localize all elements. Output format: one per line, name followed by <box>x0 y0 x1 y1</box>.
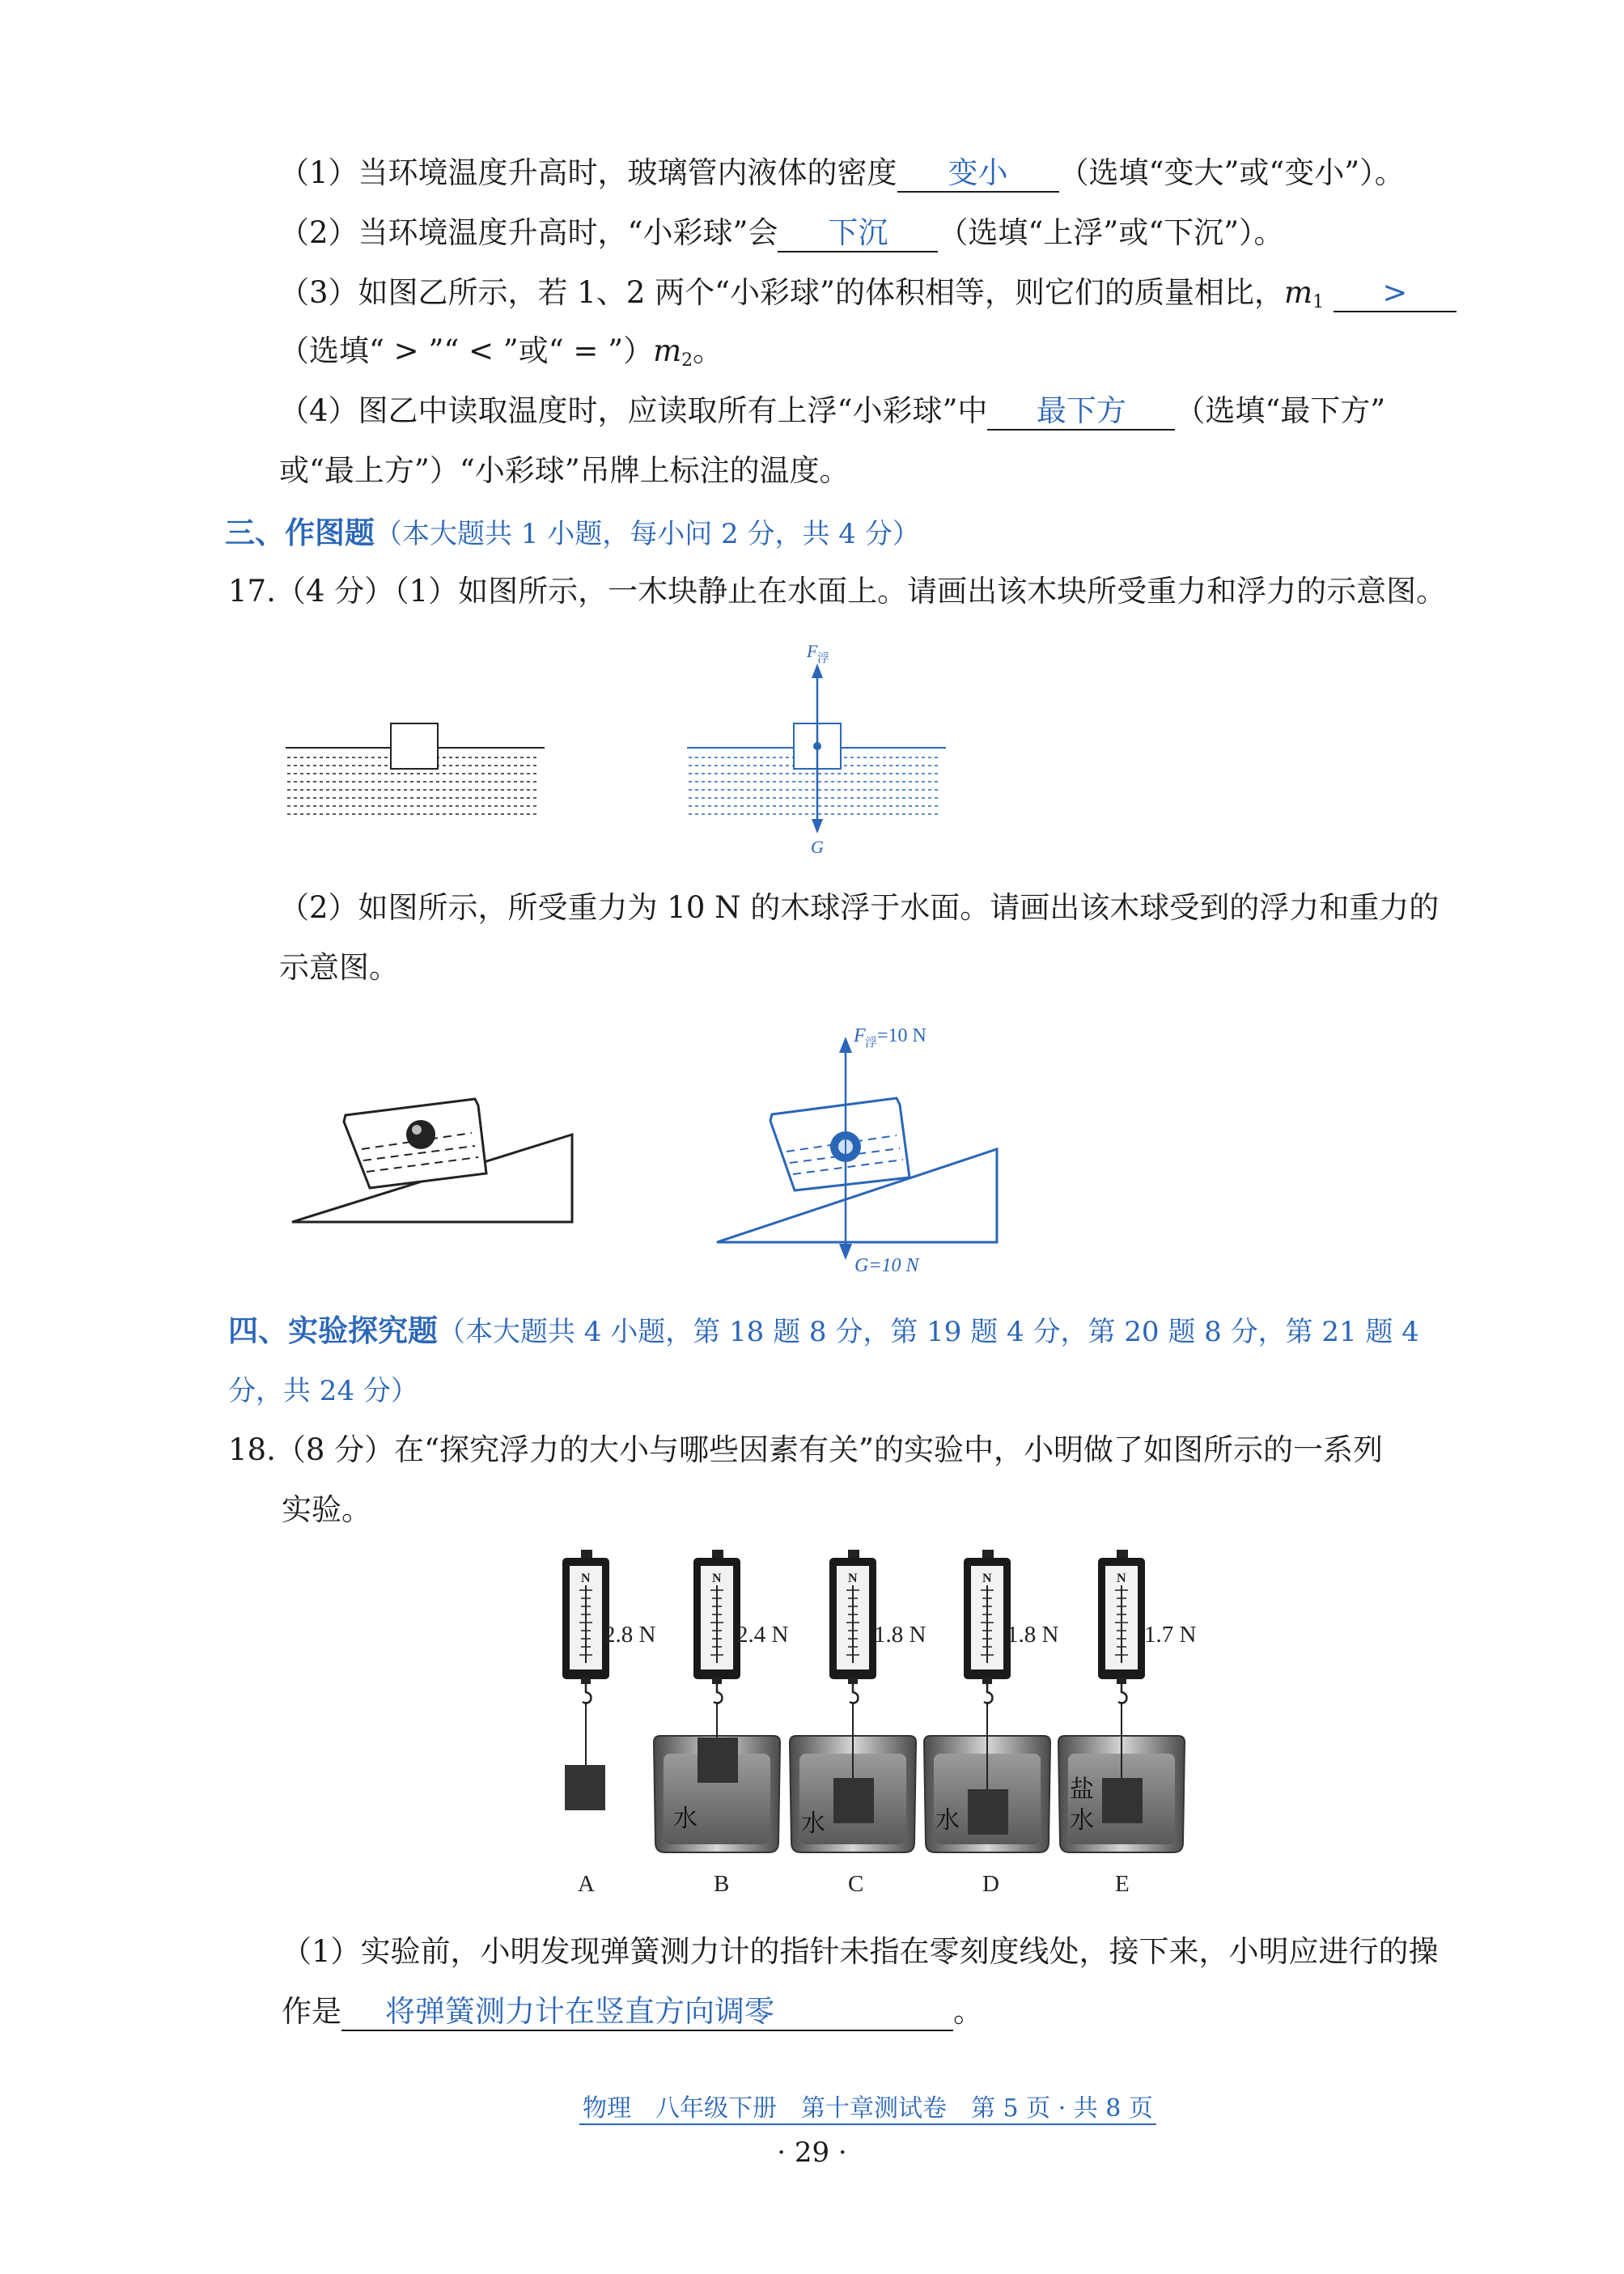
ball-in-cup-on-incline-figure <box>287 1068 579 1230</box>
scale-c <box>790 1550 926 1852</box>
label-a: A <box>578 1871 595 1897</box>
reading-c: 1.8 N <box>874 1622 926 1648</box>
q16-part4-cont: 或“最上方”）“小彩球”吊牌上标注的温度。 <box>279 453 850 488</box>
label-b: B <box>714 1871 730 1897</box>
q17-part1: 17.（4 分）（1）如图所示，一木块静止在水面上。请画出该木块所受重力和浮力的示意图。 <box>228 574 1447 609</box>
buoyancy-10n-label: F <box>854 1025 866 1046</box>
svg-text:N: N <box>581 1572 591 1585</box>
svg-text:N: N <box>712 1572 722 1585</box>
q16-part3-cont: （选填“ > ”“ < ”或“ = $”)m_2$。 <box>279 333 723 371</box>
q18-subq1-cont: 作是 将弹簧测力计在竖直方向调零 。 <box>282 1989 983 2034</box>
label-c: C <box>848 1871 864 1897</box>
svg-text:浮: 浮 <box>817 652 830 665</box>
page-footer: 物理 八年级下册 第十章测试卷 第 5 页 · 共 8 页 <box>579 2088 1156 2125</box>
reading-a: 2.8 N <box>604 1622 656 1648</box>
q18-part1-cont: 实验。 <box>282 1492 371 1527</box>
buoyancy-label: F <box>807 641 818 661</box>
svg-text:盐: 盐 <box>1070 1776 1094 1803</box>
reading-b: 2.4 N <box>736 1622 789 1648</box>
scale-e <box>1058 1550 1197 1852</box>
floating-block-figure <box>279 712 554 834</box>
section4-heading-cont: 分，共 24 分） <box>228 1375 418 1407</box>
q16-answer3: > <box>1334 275 1457 312</box>
label-d: D <box>982 1871 999 1897</box>
reading-d: 1.8 N <box>1007 1622 1059 1648</box>
q16-part1: （1）当环境温度升高时，玻璃管内液体的密度 变小 （选填“变大”或“变小”）。 <box>279 151 1405 196</box>
section3-heading: 三、作图题（本大题共 1 小题，每小问 2 分，共 4 分） <box>225 515 920 550</box>
q16-part3: （3）如图乙所示，若 1、2 两个“小彩球”的体积相等，则它们的质量相比，$m_1$ > <box>279 270 1457 325</box>
svg-text:浮: 浮 <box>865 1037 878 1050</box>
gravity-10n-label: G=10 N <box>854 1255 919 1276</box>
q18-subq1: （1）实验前，小明发现弹簧测力计的指针未指在零刻度线处，接下来，小明应进行的操 <box>282 1934 1439 1969</box>
svg-text:N: N <box>1117 1572 1126 1585</box>
q17-part2-cont: 示意图。 <box>279 950 399 985</box>
reading-e: 1.7 N <box>1144 1622 1197 1648</box>
q16-part2: （2）当环境温度升高时，“小彩球”会 下沉 （选填“上浮”或“下沉”）。 <box>279 210 1284 256</box>
q16-answer4: 最下方 <box>987 393 1175 431</box>
q17-part2: （2）如图所示，所受重力为 10 N 的木球浮于水面。请画出该木球受到的浮力和重力的 <box>279 890 1440 925</box>
svg-text:=10 N: =10 N <box>877 1025 926 1046</box>
svg-text:N: N <box>982 1572 992 1585</box>
svg-text:水: 水 <box>935 1807 960 1834</box>
q16-answer1: 变小 <box>897 155 1059 193</box>
section4-heading: 四、实验探究题（本大题共 4 小题，第 18 题 8 分，第 19 题 4 分，第 20 题 8 分，第 21 题 4 <box>228 1313 1419 1348</box>
ball-in-cup-answer-figure <box>712 1016 1003 1283</box>
label-e: E <box>1115 1871 1130 1897</box>
spring-scale-experiment-figure <box>518 1550 1246 1906</box>
page-number: · 29 · <box>777 2136 847 2169</box>
svg-text:水: 水 <box>801 1810 825 1837</box>
svg-text:N: N <box>848 1572 858 1585</box>
floating-block-answer-figure <box>684 639 959 858</box>
q16-answer2: 下沉 <box>778 215 938 252</box>
gravity-label: G <box>811 837 824 857</box>
svg-text:水: 水 <box>673 1805 698 1832</box>
scale-a <box>562 1550 656 1810</box>
q18-answer1: 将弹簧测力计在竖直方向调零 <box>341 1994 953 2031</box>
q18-part1: 18.（8 分）在“探究浮力的大小与哪些因素有关”的实验中，小明做了如图所示的一系列 <box>228 1432 1383 1467</box>
scale-b <box>654 1550 789 1852</box>
q16-part4: （4）图乙中读取温度时，应读取所有上浮“小彩球”中 最下方 （选填“最下方” <box>279 388 1385 434</box>
svg-text:水: 水 <box>1070 1807 1094 1834</box>
scale-d <box>924 1550 1059 1852</box>
